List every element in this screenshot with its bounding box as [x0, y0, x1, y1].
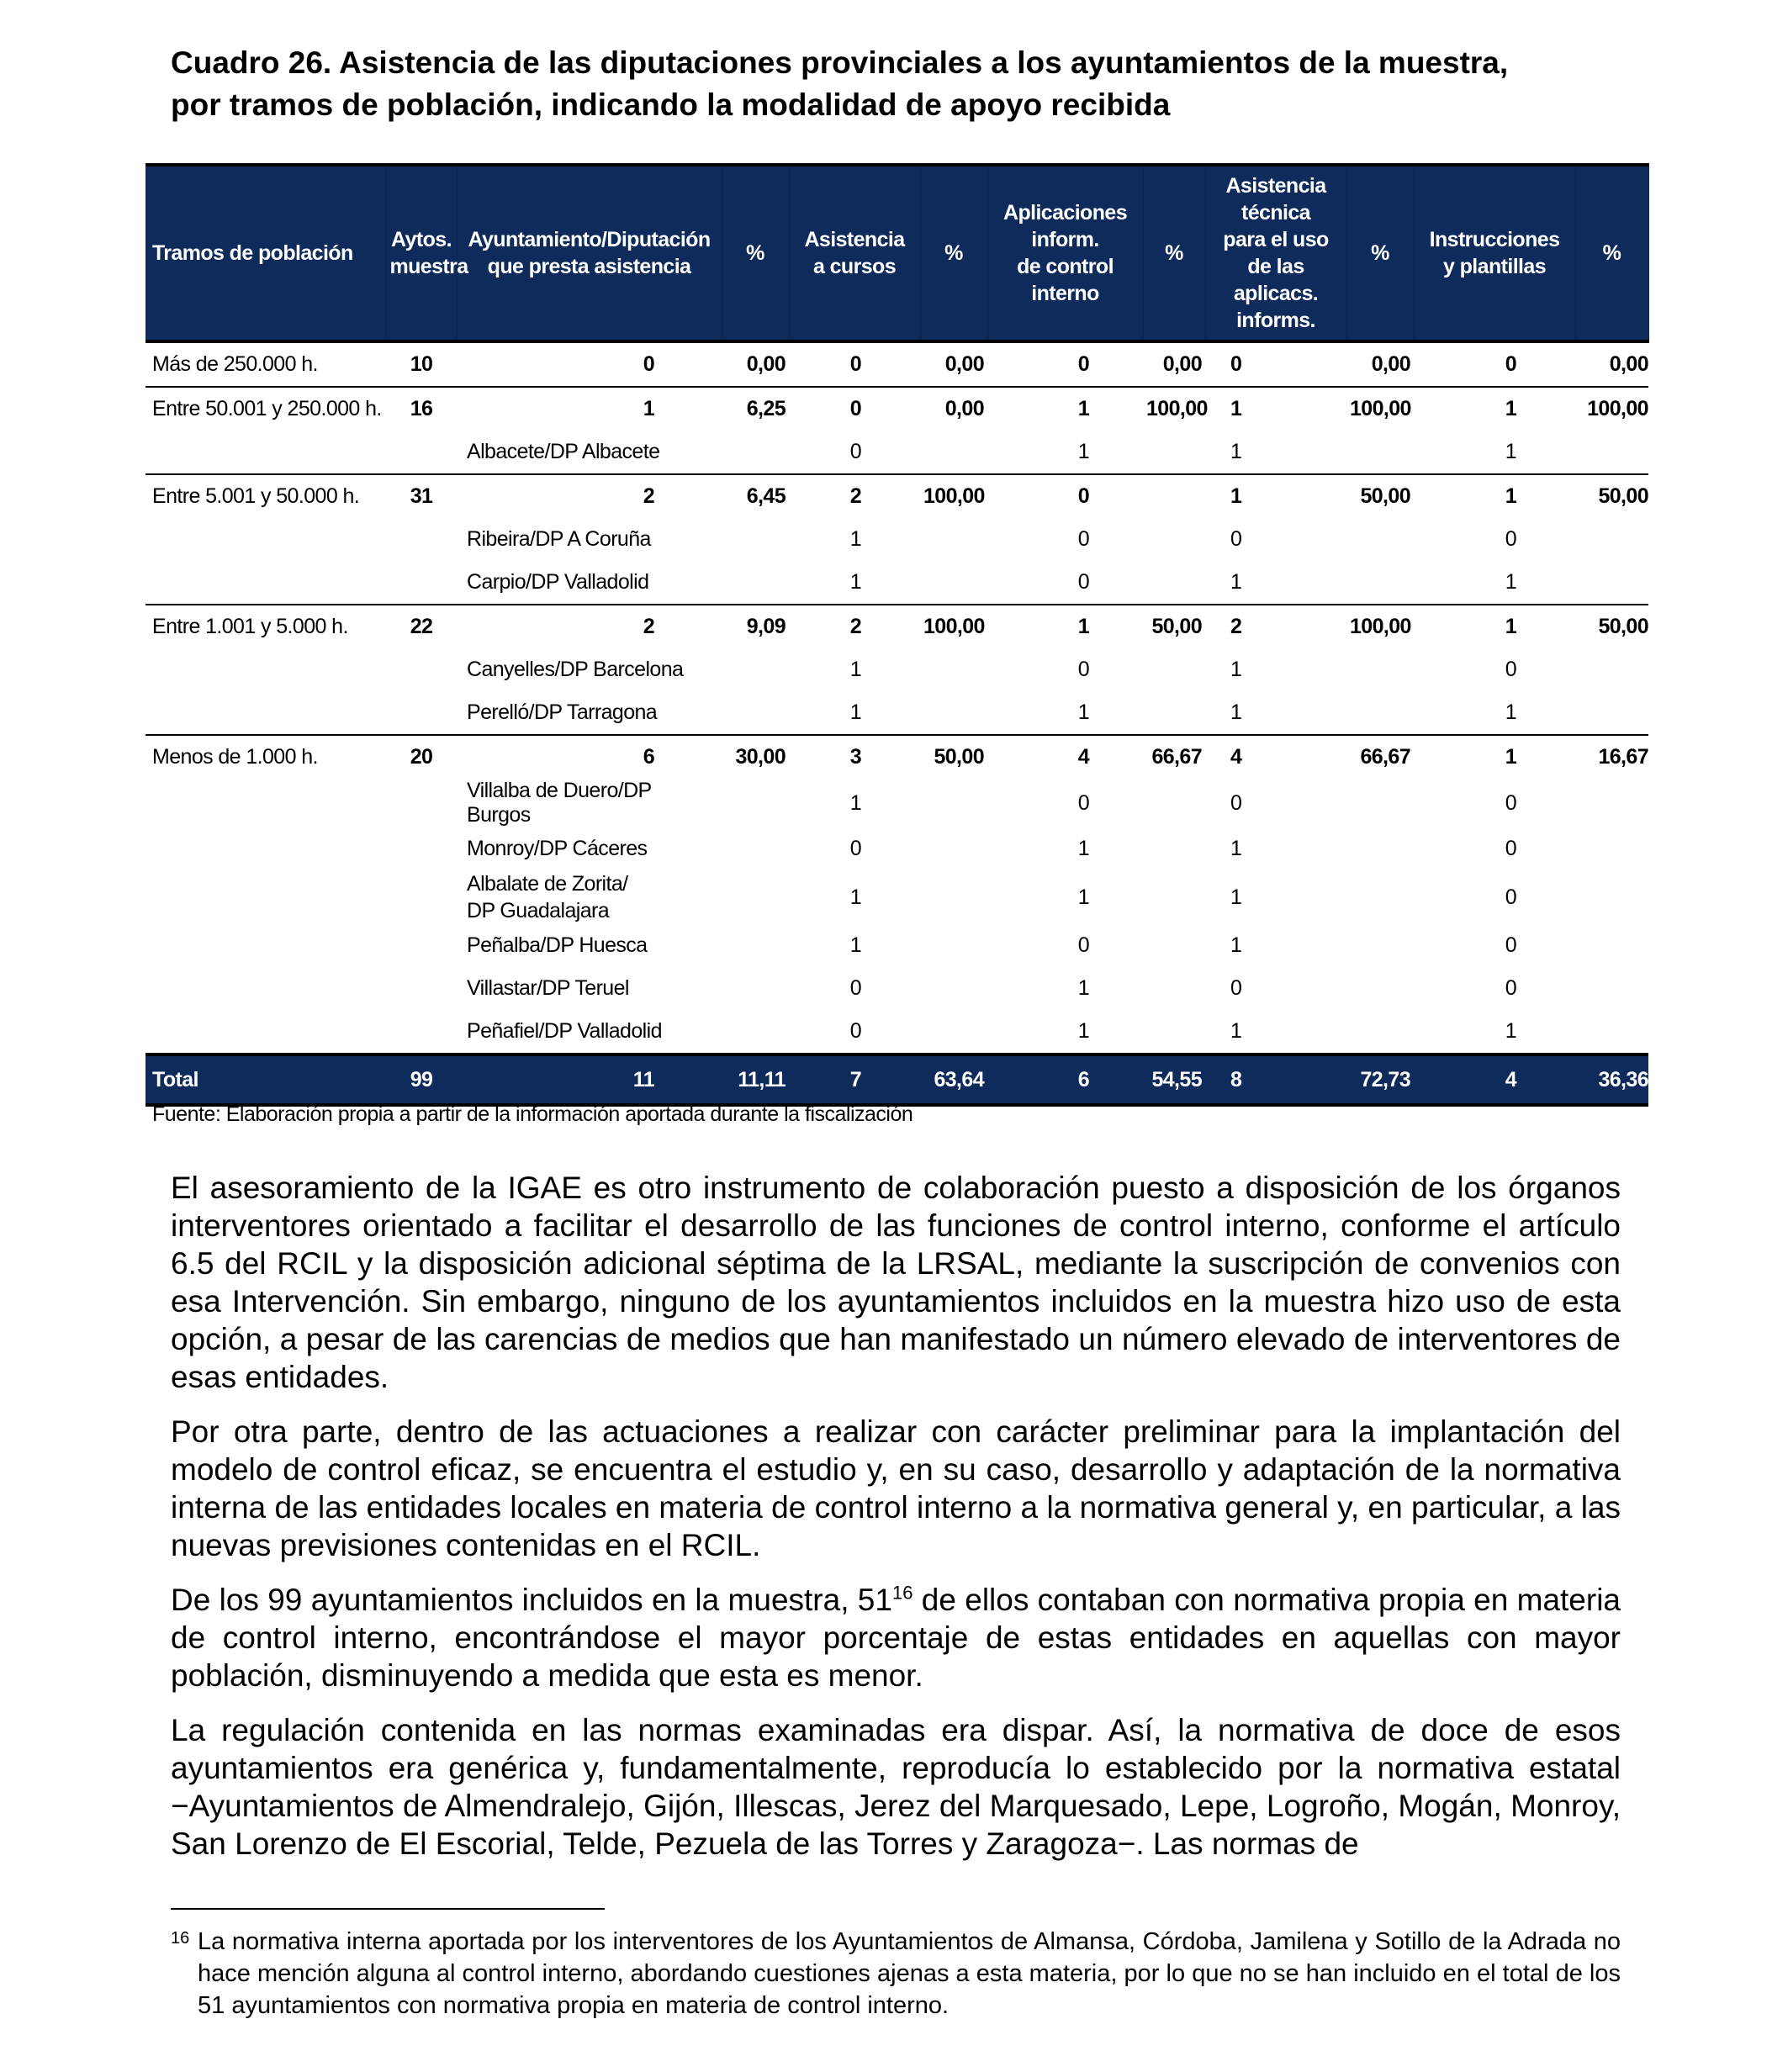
cell-pct: 9,09: [722, 605, 789, 648]
cell-cursos: 1: [849, 885, 861, 909]
table-row: [145, 518, 1648, 561]
cell-asistencia-tecnica: 8: [1205, 1054, 1346, 1105]
table-row: [145, 691, 1648, 735]
cell-pct: 0,00: [920, 387, 987, 431]
header-aplicaciones: Aplicaciones inform. de control interno: [987, 165, 1143, 341]
header-cursos: Asistencia a cursos: [789, 165, 920, 341]
cell-aplicaciones: 1: [1077, 837, 1089, 860]
cell-cursos: 0: [849, 352, 861, 376]
footnote-divider: [171, 1908, 605, 1910]
cell-asistencia-tecnica: 1: [1205, 387, 1346, 431]
table-title-line: por tramos de población, indicando la modalidad de apoyo recibida: [171, 87, 1171, 122]
header-pct: %: [1575, 165, 1648, 341]
cell-asistencia-tecnica: 1: [1230, 700, 1242, 724]
cell-tramo: Entre 1.001 y 5.000 h.: [145, 605, 386, 648]
cell-aplicaciones: 1: [1077, 885, 1089, 909]
table-row: [145, 924, 1648, 967]
cell-aplicaciones: 0: [987, 474, 1143, 518]
table-row: [145, 967, 1648, 1010]
footnote: [171, 1926, 1621, 2022]
cell-asistencia: 2: [457, 474, 722, 518]
cell-aplicaciones: 0: [1077, 790, 1089, 815]
cell-aplicaciones: 0: [1077, 352, 1089, 376]
cell-aplicaciones: 0: [1077, 527, 1089, 551]
cell-pct: 100,00: [1346, 387, 1414, 431]
cell-cursos: 2: [789, 474, 920, 518]
cell-asistencia-tecnica: 1: [1230, 837, 1242, 860]
cell-pct: 100,00: [1346, 605, 1414, 648]
table-source: Fuente: Elaboración propia a partir de la información aportada durante la fiscalización: [152, 1102, 913, 1126]
header-ayto-dip: Ayuntamiento/Diputación que presta asistencia: [457, 165, 722, 341]
header-pct: %: [722, 165, 789, 341]
paragraph: Por otra parte, dentro de las actuaciones a realizar con carácter preliminar para la implantación del modelo de control eficaz, se encuentra el estudio y, en su caso, desarrollo y adaptación de la normativa interna de las entidades locales en materia de control interno a la normativa general y, en particular, a las nuevas previsiones contenidas en el RCIL.: [171, 1414, 1621, 1562]
cell-asistencia-tecnica: 1: [1230, 440, 1242, 463]
header-aytos: Aytos. muestra: [386, 165, 457, 341]
assistance-table: [145, 163, 1649, 1107]
cell-pct: 63,64: [920, 1054, 987, 1105]
cell-asistencia: 1: [457, 387, 722, 431]
cell-aytos: 31: [386, 474, 457, 518]
cell-aplicaciones: 6: [987, 1054, 1143, 1105]
table-row: [145, 431, 1648, 474]
cell-asistencia: 0: [643, 352, 654, 376]
cell-cursos: 0: [849, 976, 861, 1000]
table-row: [145, 341, 1648, 387]
cell-pct: 16,67: [1575, 735, 1648, 779]
cell-asistencia-tecnica: 1: [1205, 474, 1346, 518]
cell-asistencia-tecnica: 1: [1230, 933, 1242, 957]
footnote-number: 16: [171, 1929, 190, 1948]
cell-instrucciones: 0: [1505, 976, 1516, 1000]
cell-entity: Perelló/DP Tarragona: [467, 700, 658, 724]
cell-aytos: 10: [410, 352, 433, 376]
cell-asistencia-tecnica: 0: [1230, 790, 1242, 815]
cell-instrucciones: 0: [1505, 658, 1516, 681]
cell-aytos: 16: [386, 387, 457, 431]
cell-instrucciones: 0: [1505, 527, 1516, 551]
paragraph: El asesoramiento de la IGAE es otro instrumento de colaboración puesto a disposición de los órganos interventores orientado a facilitar el desarrollo de las funciones de control interno, conforme el artículo 6.5 del RCIL y la disposición adicional séptima de la LRSAL, mediante la suscripción de convenios con esa Intervención. Sin embargo, ninguno de los ayuntamientos incluidos en la muestra hizo uso de esta opción, a pesar de las carencias de medios que han manifestado un número elevado de interventores de esas entidades.: [171, 1171, 1621, 1394]
cell-asistencia: 6: [457, 735, 722, 779]
table-row: [145, 779, 1648, 827]
cell-instrucciones: 0: [1505, 837, 1516, 860]
cell-pct: 50,00: [1346, 474, 1414, 518]
cell-pct: 0,00: [1609, 352, 1648, 376]
cell-asistencia-tecnica: 0: [1230, 527, 1242, 551]
cell-cursos: 7: [789, 1054, 920, 1105]
cell-pct: 50,00: [920, 735, 987, 779]
cell-entity: Monroy/DP Cáceres: [467, 837, 648, 860]
cell-instrucciones: 1: [1414, 387, 1575, 431]
cell-entity: Carpio/DP Valladolid: [467, 570, 649, 594]
cell-cursos: 0: [849, 440, 861, 463]
header-instrucciones: Instrucciones y plantillas: [1414, 165, 1575, 341]
cell-instrucciones: 0: [1505, 790, 1516, 815]
table-row: [145, 870, 1648, 924]
cell-pct: 66,67: [1143, 735, 1205, 779]
header-pct: %: [920, 165, 987, 341]
cell-cursos: 1: [849, 790, 861, 815]
cell-cursos: 1: [849, 658, 861, 681]
table-total-row: [145, 1054, 1648, 1105]
cell-aytos: 22: [386, 605, 457, 648]
table-row: [145, 605, 1648, 648]
cell-aplicaciones: 0: [1077, 933, 1089, 957]
cell-instrucciones: 1: [1414, 474, 1575, 518]
cell-entity: Villastar/DP Teruel: [467, 976, 629, 1000]
cell-entity: Villalba de Duero/DP Burgos: [467, 779, 652, 827]
cell-tramo: Entre 50.001 y 250.000 h.: [145, 387, 386, 431]
cell-instrucciones: 0: [1505, 352, 1516, 376]
cell-pct: 100,00: [1575, 387, 1648, 431]
cell-asistencia-tecnica: 0: [1230, 976, 1242, 1000]
cell-tramo: Menos de 1.000 h.: [145, 735, 386, 779]
cell-instrucciones: 0: [1505, 933, 1516, 957]
cell-pct: 50,00: [1575, 474, 1648, 518]
cell-pct: 50,00: [1143, 605, 1205, 648]
cell-instrucciones: 1: [1505, 440, 1516, 463]
cell-aplicaciones: 1: [1077, 440, 1089, 463]
cell-cursos: 0: [849, 837, 861, 860]
cell-cursos: 1: [849, 570, 861, 594]
cell-instrucciones: 1: [1505, 700, 1516, 724]
cell-pct: 0,00: [944, 352, 984, 376]
paragraph: La regulación contenida en las normas examinadas era dispar. Así, la normativa de doce de esos ayuntamientos era genérica y, fundamentalmente, reproducía lo establecido por la normativa estatal −Ayuntamientos de Almendralejo, Gijón, Illescas, Jerez del Marquesado, Lepe, Logroño, Mogán, Monroy, San Lorenzo de El Escorial, Telde, Pezuela de las Torres y Zaragoza−. Las normas de: [171, 1713, 1621, 1861]
body-text: [171, 1169, 1621, 1879]
cell-entity: Peñafiel/DP Valladolid: [467, 1019, 662, 1043]
cell-pct: 50,00: [1575, 605, 1648, 648]
cell-pct: 100,00: [1143, 387, 1205, 431]
cell-pct: 30,00: [722, 735, 789, 779]
cell-pct: 6,45: [722, 474, 789, 518]
paragraph: De los 99 ayuntamientos incluidos en la muestra, $51^{16}$ de ellos contaban con normativa propia en materia de control interno, encontrándose el mayor porcentaje de estas entidades en aquellas con mayor población, disminuyendo a medida que esta es menor.: [171, 1582, 1621, 1693]
cell-pct: 100,00: [920, 605, 987, 648]
cell-cursos: 1: [849, 700, 861, 724]
cell-asistencia-tecnica: 4: [1205, 735, 1346, 779]
cell-cursos: 2: [789, 605, 920, 648]
cell-cursos: 0: [789, 387, 920, 431]
cell-asistencia: 2: [457, 605, 722, 648]
table-row: [145, 827, 1648, 870]
cell-entity: Peñalba/DP Huesca: [467, 933, 648, 957]
table-title: [171, 42, 1626, 126]
table-row: [145, 648, 1648, 691]
cell-entity: Ribeira/DP A Coruña: [467, 527, 651, 551]
table-row: [145, 387, 1648, 431]
cell-instrucciones: 1: [1505, 570, 1516, 594]
cell-pct: 0,00: [1371, 352, 1410, 376]
footnote-ref[interactable]: 16: [891, 1582, 913, 1604]
cell-total-label: Total: [145, 1054, 386, 1105]
cell-cursos: 0: [849, 1019, 861, 1043]
cell-aplicaciones: 1: [1077, 700, 1089, 724]
table-header-row: [145, 165, 1648, 341]
cell-aplicaciones: 4: [987, 735, 1143, 779]
cell-tramo: Más de 250.000 h.: [152, 352, 318, 376]
cell-cursos: 1: [849, 933, 861, 957]
table-row: [145, 735, 1648, 779]
cell-aplicaciones: 1: [1077, 976, 1089, 1000]
header-tramos: Tramos de población: [145, 165, 386, 341]
cell-instrucciones: 1: [1505, 1019, 1516, 1043]
cell-asistencia-tecnica: 0: [1230, 352, 1242, 376]
cell-pct: 100,00: [920, 474, 987, 518]
table-row: [145, 561, 1648, 605]
cell-pct: 72,73: [1346, 1054, 1414, 1105]
cell-aplicaciones: 1: [987, 387, 1143, 431]
cell-pct: 0,00: [1162, 352, 1202, 376]
cell-instrucciones: 1: [1414, 605, 1575, 648]
cell-instrucciones: 4: [1414, 1054, 1575, 1105]
table-row: [145, 474, 1648, 518]
cell-pct: 11,11: [722, 1054, 789, 1105]
header-pct: %: [1346, 165, 1414, 341]
cell-pct: 0,00: [746, 352, 786, 376]
cell-asistencia-tecnica: 1: [1230, 1019, 1242, 1043]
cell-asistencia-tecnica: 1: [1230, 658, 1242, 681]
cell-tramo: Entre 5.001 y 50.000 h.: [145, 474, 386, 518]
cell-aplicaciones: 0: [1077, 658, 1089, 681]
cell-pct: 36,36: [1575, 1054, 1648, 1105]
cell-entity: Albalate de Zorita/ DP Guadalajara: [467, 872, 628, 922]
cell-instrucciones: 1: [1414, 735, 1575, 779]
footnote-text: La normativa interna aportada por los interventores de los Ayuntamientos de Almansa, Córdoba, Jamilena y Sotillo de la Adrada no hace mención alguna al control interno, abordando cuestiones ajenas a esta materia, por lo que no se han incluido en el total de los 51 ayuntamientos con normativa propia en materia de control interno.: [198, 1928, 1621, 2019]
cell-asistencia-tecnica: 1: [1230, 570, 1242, 594]
cell-cursos: 3: [789, 735, 920, 779]
cell-pct: 6,25: [722, 387, 789, 431]
header-pct: %: [1143, 165, 1205, 341]
cell-aytos: 20: [386, 735, 457, 779]
cell-entity: Canyelles/DP Barcelona: [467, 658, 684, 681]
cell-pct: 54,55: [1143, 1054, 1205, 1105]
cell-aplicaciones: 0: [1077, 570, 1089, 594]
cell-asistencia-tecnica: 1: [1230, 885, 1242, 909]
cell-aytos: 99: [386, 1054, 457, 1105]
cell-aplicaciones: 1: [987, 605, 1143, 648]
cell-aplicaciones: 1: [1077, 1019, 1089, 1043]
cell-asistencia: 11: [457, 1054, 722, 1105]
header-asistencia-tecnica: Asistencia técnica para el uso de las aplicacs. informs.: [1205, 165, 1346, 341]
cell-entity: Albacete/DP Albacete: [467, 440, 660, 463]
cell-instrucciones: 0: [1505, 885, 1516, 909]
cell-pct: [1143, 474, 1205, 518]
table-title-line: Cuadro 26. Asistencia de las diputaciones provinciales a los ayuntamientos de la muestra,: [171, 45, 1509, 80]
cell-cursos: 1: [849, 527, 861, 551]
cell-asistencia-tecnica: 2: [1205, 605, 1346, 648]
table-row: [145, 1010, 1648, 1054]
cell-pct: 66,67: [1346, 735, 1414, 779]
